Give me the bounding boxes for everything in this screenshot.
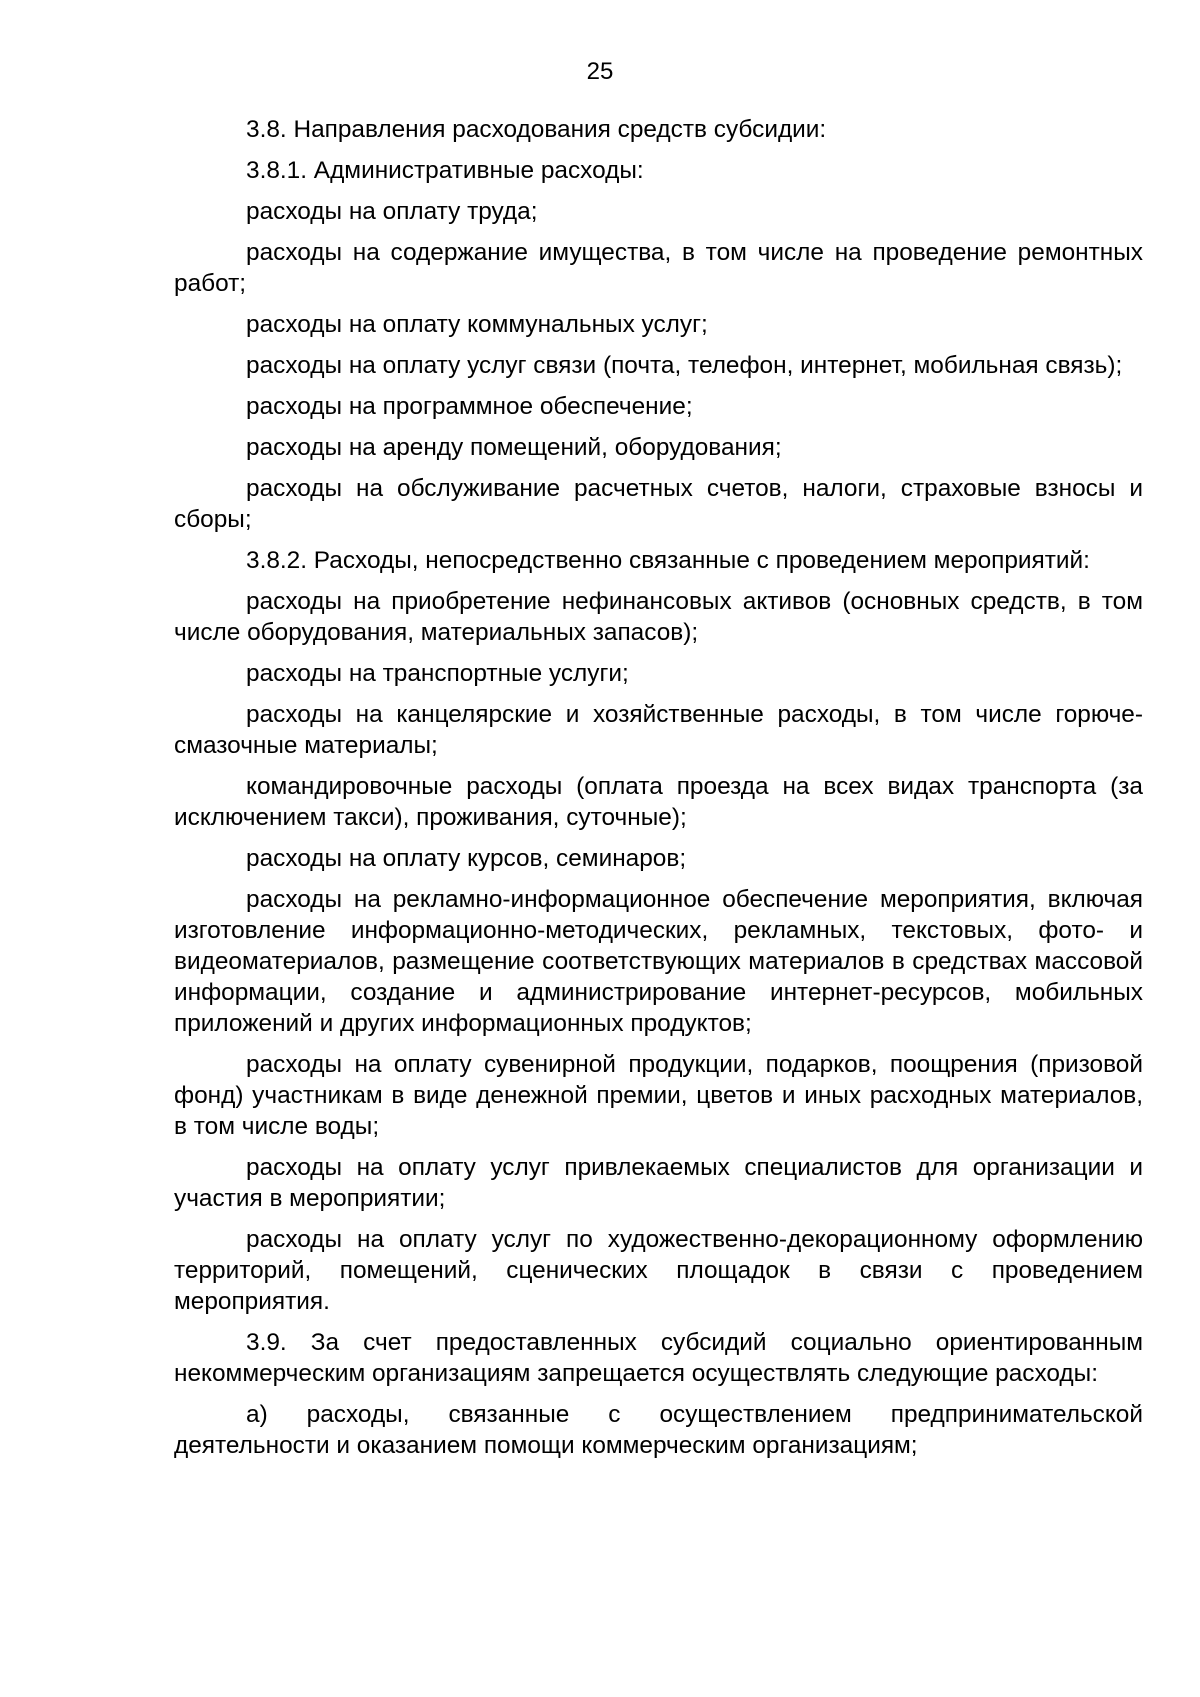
subsection-heading-3-8-2: 3.8.2. Расходы, непосредственно связанные с проведением мероприятий:	[246, 547, 1090, 574]
expense-item-courses: расходы на оплату курсов, семинаров;	[246, 845, 687, 872]
prohibited-item-a: а) расходы, связанные с осуществлением предпринимательской деятельности и оказанием помощи коммерческим организациям;	[174, 1401, 1143, 1459]
expense-item-non-financial-assets: расходы на приобретение нефинансовых активов (основных средств, в том числе оборудования, материальных запасов);	[174, 588, 1143, 646]
expense-item-office-supplies: расходы на канцелярские и хозяйственные расходы, в том числе горюче-смазочные материалы;	[174, 701, 1143, 759]
expense-item-utilities: расходы на оплату коммунальных услуг;	[246, 311, 708, 338]
expense-item-travel: командировочные расходы (оплата проезда на всех видах транспорта (за исключением такси), проживания, суточные);	[174, 773, 1143, 831]
section-heading-3-9: 3.9. За счет предоставленных субсидий социально ориентированным некоммерческим организациям запрещается осуществлять следующие расходы:	[174, 1329, 1143, 1387]
expense-item-rent: расходы на аренду помещений, оборудования;	[246, 434, 782, 461]
expense-item-specialists: расходы на оплату услуг привлекаемых специалистов для организации и участия в мероприятии;	[174, 1154, 1143, 1212]
expense-item-software: расходы на программное обеспечение;	[246, 393, 693, 420]
expense-item-souvenirs: расходы на оплату сувенирной продукции, подарков, поощрения (призовой фонд) участникам в виде денежной премии, цветов и иных расходных материалов, в том числе воды;	[174, 1051, 1143, 1140]
page-number: 25	[586, 58, 614, 85]
section-heading-3-8: 3.8. Направления расходования средств субсидии:	[246, 116, 827, 143]
expense-item-labor: расходы на оплату труда;	[246, 198, 538, 225]
expense-item-transport: расходы на транспортные услуги;	[246, 660, 629, 687]
expense-item-communications: расходы на оплату услуг связи (почта, телефон, интернет, мобильная связь);	[246, 352, 1123, 379]
expense-item-advertising: расходы на рекламно-информационное обеспечение мероприятия, включая изготовление информационно-методических, рекламных, текстовых, фото- и видеоматериалов, размещение соответствующих материалов в средствах массовой информации, создание и администрирование интернет-ресурсов, мобильных приложений и других информационных продуктов;	[174, 886, 1143, 1037]
expense-item-decoration: расходы на оплату услуг по художественно-декорационному оформлению территорий, помещений, сценических площадок в связи с проведением мероприятия.	[174, 1226, 1143, 1315]
document-body	[174, 114, 1143, 1471]
expense-item-property-maintenance: расходы на содержание имущества, в том числе на проведение ремонтных работ;	[174, 239, 1143, 297]
subsection-heading-3-8-1: 3.8.1. Административные расходы:	[246, 157, 644, 184]
expense-item-bank-taxes: расходы на обслуживание расчетных счетов, налоги, страховые взносы и сборы;	[174, 475, 1143, 533]
